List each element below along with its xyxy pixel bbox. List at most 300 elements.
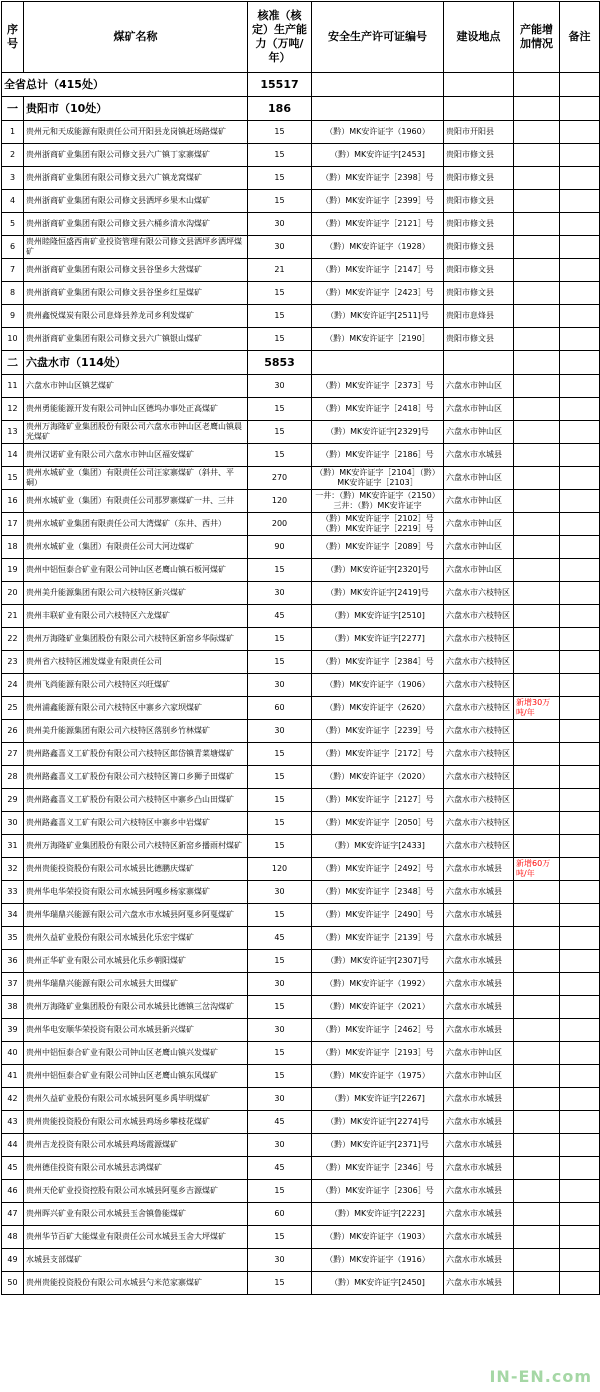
note xyxy=(560,375,600,398)
table-row xyxy=(2,628,600,651)
capacity-increase xyxy=(514,513,560,536)
capacity-increase xyxy=(514,1134,560,1157)
capacity-increase xyxy=(514,305,560,328)
row-number: 5 xyxy=(2,213,24,236)
license-number: （黔）MK安许证字［2139］号 xyxy=(312,927,444,950)
mine-name: 贵州万海隆矿业集团股份有限公司六盘水市钟山区老鹰山镇晨光煤矿 xyxy=(24,421,248,444)
location: 六盘水市六枝特区 xyxy=(444,789,514,812)
capacity-increase xyxy=(514,927,560,950)
table-row xyxy=(2,1272,600,1295)
capacity-increase xyxy=(514,1065,560,1088)
table-row xyxy=(2,881,600,904)
mine-name: 贵州中铝恒泰合矿业有限公司钟山区老鹰山镇兴发煤矿 xyxy=(24,1042,248,1065)
note xyxy=(560,582,600,605)
capacity-value: 15 xyxy=(248,996,312,1019)
license-number: （黔）MK安许证字[2223] xyxy=(312,1203,444,1226)
license-number: （黔）MK安许证字［2121］号 xyxy=(312,213,444,236)
capacity-increase xyxy=(514,881,560,904)
row-number: 42 xyxy=(2,1088,24,1111)
note xyxy=(560,121,600,144)
mine-name: 贵州浙商矿业集团有限公司修文县六广镇丁家寨煤矿 xyxy=(24,144,248,167)
license-number: （黔）MK安许证字（1903） xyxy=(312,1226,444,1249)
group-row xyxy=(2,97,600,121)
table-row xyxy=(2,444,600,467)
location: 六盘水市钟山区 xyxy=(444,421,514,444)
location: 六盘水市水城县 xyxy=(444,1180,514,1203)
capacity-value: 90 xyxy=(248,536,312,559)
row-number: 13 xyxy=(2,421,24,444)
capacity-value: 15 xyxy=(248,743,312,766)
note xyxy=(560,213,600,236)
table-row xyxy=(2,305,600,328)
note xyxy=(560,628,600,651)
mine-name: 贵州丰联矿业有限公司六枝特区六龙煤矿 xyxy=(24,605,248,628)
capacity-increase xyxy=(514,1157,560,1180)
row-number: 50 xyxy=(2,1272,24,1295)
license-number: （黔）MK安许证字［2172］号 xyxy=(312,743,444,766)
row-number: 2 xyxy=(2,144,24,167)
table-row xyxy=(2,605,600,628)
group-capacity: 186 xyxy=(248,97,312,121)
table-row xyxy=(2,1157,600,1180)
row-number: 38 xyxy=(2,996,24,1019)
capacity-increase xyxy=(514,812,560,835)
table-row xyxy=(2,1019,600,1042)
table-row xyxy=(2,674,600,697)
capacity-increase xyxy=(514,605,560,628)
location: 六盘水市水城县 xyxy=(444,1019,514,1042)
capacity-value: 45 xyxy=(248,1111,312,1134)
note xyxy=(560,973,600,996)
table-row xyxy=(2,950,600,973)
capacity-increase xyxy=(514,628,560,651)
header-note: 备注 xyxy=(560,2,600,73)
table-row xyxy=(2,835,600,858)
note xyxy=(560,282,600,305)
capacity-value: 15 xyxy=(248,144,312,167)
row-number: 37 xyxy=(2,973,24,996)
group-label: 贵阳市（10处） xyxy=(24,97,248,121)
capacity-increase xyxy=(514,259,560,282)
row-number: 1 xyxy=(2,121,24,144)
capacity-value: 45 xyxy=(248,1157,312,1180)
capacity-increase xyxy=(514,490,560,513)
capacity-value: 60 xyxy=(248,697,312,720)
location: 贵阳市修文县 xyxy=(444,213,514,236)
location: 六盘水市水城县 xyxy=(444,904,514,927)
capacity-increase xyxy=(514,1226,560,1249)
table-row xyxy=(2,1111,600,1134)
license-number: （黔）MK安许证字［2050］号 xyxy=(312,812,444,835)
capacity-value: 15 xyxy=(248,651,312,674)
mine-name: 贵州浙商矿业集团有限公司修文县谷堡乡红星煤矿 xyxy=(24,282,248,305)
mine-name: 贵州久益矿业股份有限公司水城县阿戛乡禹毕明煤矿 xyxy=(24,1088,248,1111)
location: 六盘水市钟山区 xyxy=(444,1065,514,1088)
summary-row xyxy=(2,73,600,97)
table-row xyxy=(2,766,600,789)
capacity-increase xyxy=(514,167,560,190)
license-number: （黔）MK安许证字［2089］号 xyxy=(312,536,444,559)
row-number: 45 xyxy=(2,1157,24,1180)
mine-name: 贵州中铝恒泰合矿业有限公司钟山区老鹰山镇东风煤矿 xyxy=(24,1065,248,1088)
mine-name: 贵州华瑞鼎兴能源有限公司水城县大田煤矿 xyxy=(24,973,248,996)
location: 六盘水市六枝特区 xyxy=(444,651,514,674)
license-number: （黔）MK安许证字（2020） xyxy=(312,766,444,789)
note xyxy=(560,789,600,812)
capacity-increase xyxy=(514,1042,560,1065)
mine-name: 贵州飞尚能源有限公司六枝特区兴旺煤矿 xyxy=(24,674,248,697)
row-number: 36 xyxy=(2,950,24,973)
row-number: 41 xyxy=(2,1065,24,1088)
mine-name: 贵州华节百矿大能煤业有限责任公司水城县玉舍大坪煤矿 xyxy=(24,1226,248,1249)
capacity-value: 30 xyxy=(248,582,312,605)
capacity-value: 15 xyxy=(248,421,312,444)
note xyxy=(560,167,600,190)
row-number: 40 xyxy=(2,1042,24,1065)
capacity-value: 15 xyxy=(248,1226,312,1249)
watermark-logo: IN-EN.com xyxy=(489,1367,592,1386)
capacity-value: 30 xyxy=(248,1249,312,1272)
table-row xyxy=(2,121,600,144)
capacity-value: 30 xyxy=(248,1088,312,1111)
note xyxy=(560,1203,600,1226)
note xyxy=(560,743,600,766)
table-row xyxy=(2,167,600,190)
license-number: （黔）MK安许证字［2127］号 xyxy=(312,789,444,812)
note xyxy=(560,421,600,444)
capacity-value: 15 xyxy=(248,121,312,144)
note xyxy=(560,536,600,559)
capacity-value: 30 xyxy=(248,720,312,743)
license-number: （黔）MK安许证字[2419]号 xyxy=(312,582,444,605)
row-number: 26 xyxy=(2,720,24,743)
capacity-increase xyxy=(514,1249,560,1272)
license-number: （黔）MK安许证字[2450] xyxy=(312,1272,444,1295)
location: 六盘水市六枝特区 xyxy=(444,812,514,835)
license-number: （黔）MK安许证字[2329]号 xyxy=(312,421,444,444)
table-row xyxy=(2,697,600,720)
license-number: （黔）MK安许证字［2104］（黔）MK安许证字［2103］ xyxy=(312,467,444,490)
capacity-value: 45 xyxy=(248,605,312,628)
table-row xyxy=(2,904,600,927)
license-number: （黔）MK安许证字[2510] xyxy=(312,605,444,628)
group-no: 二 xyxy=(2,351,24,375)
capacity-value: 15 xyxy=(248,766,312,789)
capacity-value: 15 xyxy=(248,444,312,467)
license-number: （黔）MK安许证字（1906） xyxy=(312,674,444,697)
capacity-increase xyxy=(514,121,560,144)
mine-name: 贵州德佳投资有限公司水城县志鸿煤矿 xyxy=(24,1157,248,1180)
capacity-value: 270 xyxy=(248,467,312,490)
mine-name: 贵州路鑫喜义工矿股份有限公司六枝特区中寨乡凸山田煤矿 xyxy=(24,789,248,812)
table-row xyxy=(2,398,600,421)
table-row xyxy=(2,812,600,835)
row-number: 14 xyxy=(2,444,24,467)
location: 六盘水市六枝特区 xyxy=(444,674,514,697)
location: 贵阳市息烽县 xyxy=(444,305,514,328)
mine-name: 贵州浙商矿业集团有限公司修文县谷堡乡大营煤矿 xyxy=(24,259,248,282)
note xyxy=(560,1088,600,1111)
group-no: 一 xyxy=(2,97,24,121)
header-increase: 产能增加情况 xyxy=(514,2,560,73)
header-name: 煤矿名称 xyxy=(24,2,248,73)
mine-name: 贵州水城矿业（集团）有限责任公司汪家寨煤矿（斜井、平硐） xyxy=(24,467,248,490)
note xyxy=(560,1111,600,1134)
mine-name: 贵州万海隆矿业集团股份有限公司六枝特区新窑乡华际煤矿 xyxy=(24,628,248,651)
mine-name: 贵州华电安顺华荣投资有限公司水城县新兴煤矿 xyxy=(24,1019,248,1042)
mine-name: 贵州水城矿业集团有限责任公司大湾煤矿（东井、西井） xyxy=(24,513,248,536)
location: 六盘水市钟山区 xyxy=(444,513,514,536)
table-row xyxy=(2,1249,600,1272)
capacity-value: 15 xyxy=(248,305,312,328)
location: 六盘水市钟山区 xyxy=(444,1042,514,1065)
note xyxy=(560,259,600,282)
row-number: 16 xyxy=(2,490,24,513)
location: 六盘水市水城县 xyxy=(444,996,514,1019)
location: 贵阳市修文县 xyxy=(444,328,514,351)
license-number: （黔）MK安许证字［2190］ xyxy=(312,328,444,351)
mine-name: 贵州贵能投资股份有限公司水城县比德鹏庆煤矿 xyxy=(24,858,248,881)
mine-name: 贵州汉诺矿业有限公司六盘水市钟山区福安煤矿 xyxy=(24,444,248,467)
table-row xyxy=(2,259,600,282)
capacity-value: 30 xyxy=(248,236,312,259)
row-number: 19 xyxy=(2,559,24,582)
location: 六盘水市六枝特区 xyxy=(444,720,514,743)
note xyxy=(560,305,600,328)
row-number: 30 xyxy=(2,812,24,835)
row-number: 33 xyxy=(2,881,24,904)
note xyxy=(560,697,600,720)
row-number: 32 xyxy=(2,858,24,881)
row-number: 27 xyxy=(2,743,24,766)
row-number: 34 xyxy=(2,904,24,927)
capacity-value: 15 xyxy=(248,628,312,651)
header-license: 安全生产许可证编号 xyxy=(312,2,444,73)
location: 六盘水市水城县 xyxy=(444,1249,514,1272)
license-number: （黔）MK安许证字（1975） xyxy=(312,1065,444,1088)
row-number: 46 xyxy=(2,1180,24,1203)
row-number: 18 xyxy=(2,536,24,559)
capacity-value: 30 xyxy=(248,881,312,904)
capacity-value: 30 xyxy=(248,1019,312,1042)
mine-name: 贵州吉龙投资有限公司水城县鸡场霞源煤矿 xyxy=(24,1134,248,1157)
note xyxy=(560,950,600,973)
capacity-increase xyxy=(514,996,560,1019)
table-row xyxy=(2,973,600,996)
note xyxy=(560,858,600,881)
license-number: （黔）MK安许证字[2511]号 xyxy=(312,305,444,328)
mine-name: 贵州华瑞鼎兴能源有限公司六盘水市水城县阿戛乡阿戛煤矿 xyxy=(24,904,248,927)
capacity-increase: 新增30万吨/年 xyxy=(514,697,560,720)
location: 六盘水市六枝特区 xyxy=(444,835,514,858)
location: 六盘水市钟山区 xyxy=(444,375,514,398)
capacity-value: 30 xyxy=(248,213,312,236)
mine-name: 贵州浦鑫能源有限公司六枝特区中寨乡六家坝煤矿 xyxy=(24,697,248,720)
row-number: 31 xyxy=(2,835,24,858)
mine-name: 贵州浙商矿业集团有限公司修文县六桶乡清水沟煤矿 xyxy=(24,213,248,236)
license-number: （黔）MK安许证字[2307]号 xyxy=(312,950,444,973)
capacity-increase xyxy=(514,766,560,789)
location: 六盘水市钟山区 xyxy=(444,467,514,490)
header-location: 建设地点 xyxy=(444,2,514,73)
note xyxy=(560,605,600,628)
capacity-increase: 新增60万吨/年 xyxy=(514,858,560,881)
license-number: 一井：（黔）MK安许证字（2150）三井：（黔）MK安许证字 xyxy=(312,490,444,513)
license-number: （黔）MK安许证字［2398］号 xyxy=(312,167,444,190)
capacity-value: 15 xyxy=(248,904,312,927)
mine-name: 贵州久益矿业股份有限公司水城县化乐宏宇煤矿 xyxy=(24,927,248,950)
location: 六盘水市水城县 xyxy=(444,1272,514,1295)
summary-capacity: 15517 xyxy=(248,73,312,97)
row-number: 3 xyxy=(2,167,24,190)
location: 六盘水市水城县 xyxy=(444,444,514,467)
capacity-value: 15 xyxy=(248,328,312,351)
table-row xyxy=(2,1203,600,1226)
location: 六盘水市水城县 xyxy=(444,950,514,973)
capacity-increase xyxy=(514,835,560,858)
location: 六盘水市六枝特区 xyxy=(444,605,514,628)
note xyxy=(560,1042,600,1065)
mine-name: 贵州贵能投资股份有限公司水城县勺米范家寨煤矿 xyxy=(24,1272,248,1295)
table-row xyxy=(2,858,600,881)
license-number: （黔）MK安许证字（1960） xyxy=(312,121,444,144)
row-number: 25 xyxy=(2,697,24,720)
license-number: （黔）MK安许证字[2274]号 xyxy=(312,1111,444,1134)
license-number: （黔）MK安许证字（2021） xyxy=(312,996,444,1019)
note xyxy=(560,927,600,950)
capacity-increase xyxy=(514,236,560,259)
license-number: （黔）MK安许证字［2346］号 xyxy=(312,1157,444,1180)
note xyxy=(560,1134,600,1157)
row-number: 21 xyxy=(2,605,24,628)
note xyxy=(560,835,600,858)
table-row xyxy=(2,996,600,1019)
table-row xyxy=(2,282,600,305)
location: 六盘水市水城县 xyxy=(444,1111,514,1134)
license-number: （黔）MK安许证字［2102］号（黔）MK安许证字［2219］号 xyxy=(312,513,444,536)
capacity-value: 15 xyxy=(248,559,312,582)
capacity-increase xyxy=(514,1019,560,1042)
license-number: （黔）MK安许证字［2193］号 xyxy=(312,1042,444,1065)
license-number: （黔）MK安许证字［2384］号 xyxy=(312,651,444,674)
license-number: （黔）MK安许证字［2373］号 xyxy=(312,375,444,398)
table-row xyxy=(2,190,600,213)
mine-name: 贵州省六枝特区湘发煤业有限责任公司 xyxy=(24,651,248,674)
location: 六盘水市六枝特区 xyxy=(444,766,514,789)
capacity-increase xyxy=(514,674,560,697)
table-row xyxy=(2,743,600,766)
row-number: 47 xyxy=(2,1203,24,1226)
location: 六盘水市水城县 xyxy=(444,973,514,996)
row-number: 4 xyxy=(2,190,24,213)
capacity-increase xyxy=(514,536,560,559)
license-number: （黔）MK安许证字[2267] xyxy=(312,1088,444,1111)
note xyxy=(560,1019,600,1042)
note xyxy=(560,674,600,697)
mine-name: 贵州水城矿业（集团）有限责任公司那罗寨煤矿一井、三井 xyxy=(24,490,248,513)
summary-label: 全省总计（415处） xyxy=(2,73,248,97)
location: 六盘水市六枝特区 xyxy=(444,628,514,651)
row-number: 48 xyxy=(2,1226,24,1249)
license-number: （黔）MK安许证字（2620） xyxy=(312,697,444,720)
note xyxy=(560,1180,600,1203)
mine-name: 水城县支部煤矿 xyxy=(24,1249,248,1272)
header-no: 序号 xyxy=(2,2,24,73)
note xyxy=(560,398,600,421)
table-row xyxy=(2,236,600,259)
location: 六盘水市六枝特区 xyxy=(444,582,514,605)
location: 六盘水市水城县 xyxy=(444,927,514,950)
row-number: 49 xyxy=(2,1249,24,1272)
mine-name: 贵州晖兴矿业有限公司水城县玉舍镇鲁能煤矿 xyxy=(24,1203,248,1226)
mine-name: 六盘水市钟山区镇艺煤矿 xyxy=(24,375,248,398)
capacity-value: 30 xyxy=(248,674,312,697)
table-row xyxy=(2,513,600,536)
location: 贵阳市修文县 xyxy=(444,167,514,190)
license-number: （黔）MK安许证字［2147］号 xyxy=(312,259,444,282)
row-number: 17 xyxy=(2,513,24,536)
mine-name: 贵州美升能源集团有限公司六枝特区落别乡竹林煤矿 xyxy=(24,720,248,743)
mine-name: 贵州中铝恒泰合矿业有限公司钟山区老鹰山镇石板河煤矿 xyxy=(24,559,248,582)
mine-name: 贵州鑫悦煤炭有限公司息烽县养龙司乡利发煤矿 xyxy=(24,305,248,328)
location: 贵阳市修文县 xyxy=(444,144,514,167)
row-number: 22 xyxy=(2,628,24,651)
row-number: 20 xyxy=(2,582,24,605)
note xyxy=(560,1272,600,1295)
capacity-increase xyxy=(514,1203,560,1226)
mine-name: 贵州路鑫喜义工矿股份有限公司六枝特区箐口乡狮子田煤矿 xyxy=(24,766,248,789)
mine-name: 贵州浙商矿业集团有限公司修文县洒坪乡果木山煤矿 xyxy=(24,190,248,213)
capacity-value: 15 xyxy=(248,282,312,305)
table-row xyxy=(2,927,600,950)
license-number: （黔）MK安许证字［2423］号 xyxy=(312,282,444,305)
group-capacity: 5853 xyxy=(248,351,312,375)
capacity-increase xyxy=(514,213,560,236)
location: 六盘水市钟山区 xyxy=(444,559,514,582)
row-number: 44 xyxy=(2,1134,24,1157)
note xyxy=(560,1249,600,1272)
license-number: （黔）MK安许证字［2186］号 xyxy=(312,444,444,467)
location: 六盘水市水城县 xyxy=(444,1157,514,1180)
capacity-increase xyxy=(514,421,560,444)
mine-name: 贵州睦隆恒盛西南矿业投资管理有限公司修文县洒坪乡洒坪煤矿 xyxy=(24,236,248,259)
license-number: （黔）MK安许证字［2239］号 xyxy=(312,720,444,743)
capacity-value: 120 xyxy=(248,858,312,881)
location: 六盘水市六枝特区 xyxy=(444,743,514,766)
note xyxy=(560,881,600,904)
location: 六盘水市水城县 xyxy=(444,1203,514,1226)
table-row xyxy=(2,789,600,812)
note xyxy=(560,490,600,513)
table-body xyxy=(2,73,600,1295)
table-row xyxy=(2,328,600,351)
license-number: （黔）MK安许证字［2306］号 xyxy=(312,1180,444,1203)
capacity-increase xyxy=(514,720,560,743)
capacity-increase xyxy=(514,973,560,996)
row-number: 9 xyxy=(2,305,24,328)
row-number: 8 xyxy=(2,282,24,305)
note xyxy=(560,766,600,789)
capacity-value: 60 xyxy=(248,1203,312,1226)
capacity-value: 30 xyxy=(248,1134,312,1157)
license-number: （黔）MK安许证字（1992） xyxy=(312,973,444,996)
row-number: 28 xyxy=(2,766,24,789)
capacity-increase xyxy=(514,467,560,490)
location: 贵阳市修文县 xyxy=(444,236,514,259)
capacity-increase xyxy=(514,444,560,467)
capacity-increase xyxy=(514,651,560,674)
table-row xyxy=(2,490,600,513)
